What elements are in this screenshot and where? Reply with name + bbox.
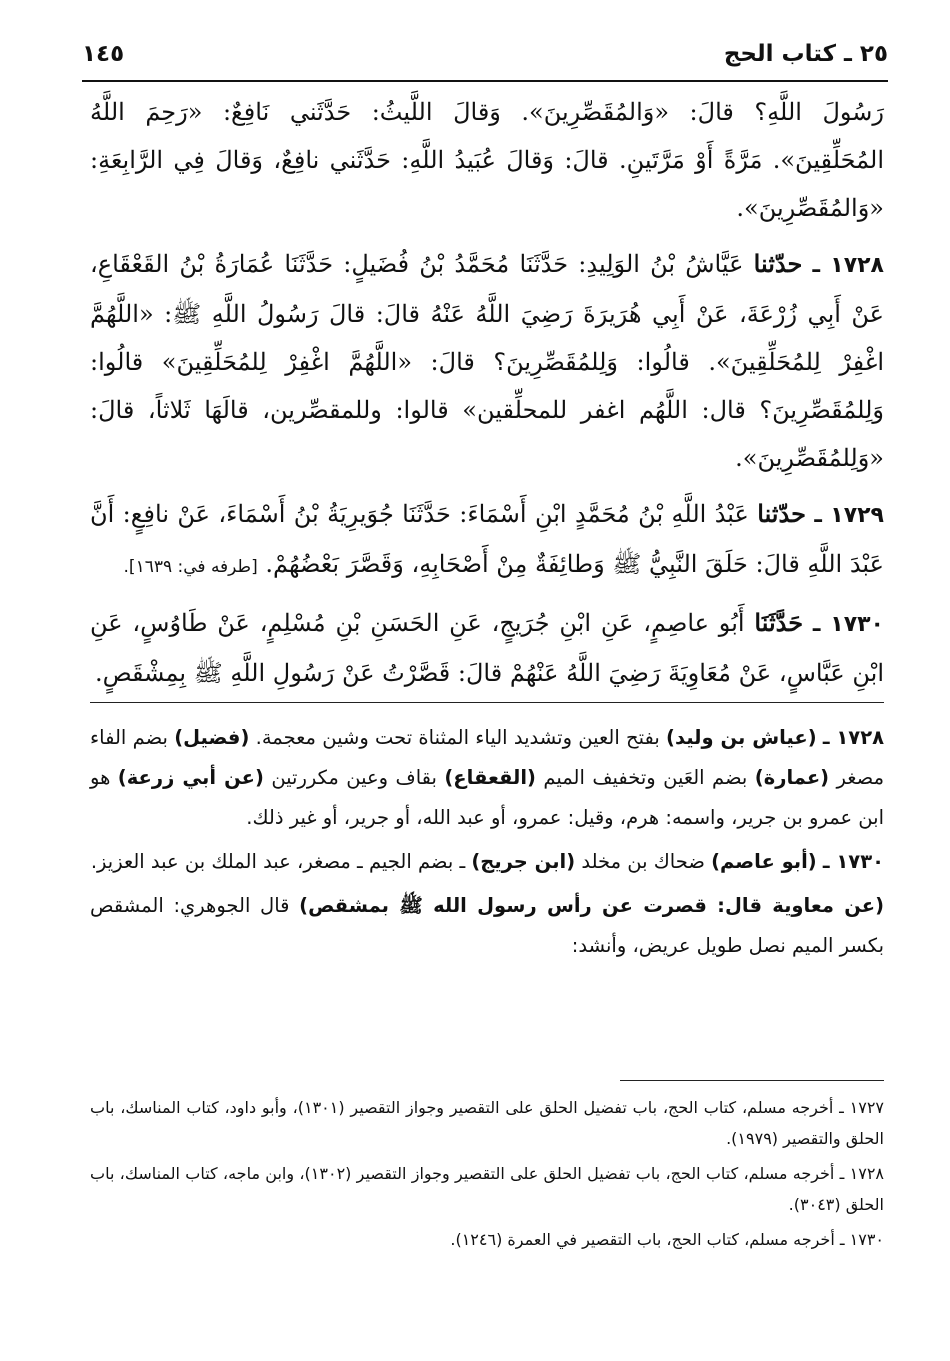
- footnotes-section: [90, 1092, 884, 1259]
- footnote-divider: [620, 1080, 884, 1081]
- commentary-term: (عمارة): [754, 766, 830, 789]
- commentary-text: بضم الفاء مصغر: [90, 726, 885, 789]
- page-header: [82, 30, 888, 78]
- hadith-number: ١٧٣٠ ـ: [812, 612, 884, 637]
- haddathana-word: حدّثنا: [757, 499, 806, 528]
- commentary-term: (القعقاع): [444, 766, 536, 789]
- page-number: ١٤٥: [82, 41, 125, 67]
- commentary-term: (فضيل): [174, 726, 250, 749]
- commentary-term: (ابن جريج): [471, 850, 576, 873]
- commentary-text: هو ابن عمرو بن جرير، واسمه: هرم، وقيل: عمرو، أو عبد الله، أو جرير، أو غير ذلك.: [90, 766, 884, 829]
- haddathana-word: حَدَّثَنَا: [754, 608, 804, 637]
- commentary-term: (أبو عاصم): [711, 850, 817, 873]
- chapter-title: ٢٥ ـ كتاب الحج: [723, 41, 888, 67]
- commentary-section: [90, 718, 884, 970]
- footnote-1730: ١٧٣٠ ـ أخرجه مسلم، كتاب الحج، باب التقصير في العمرة (١٢٤٦).: [450, 1230, 884, 1249]
- hadith-1729: [90, 490, 884, 591]
- continuation-paragraph: [90, 88, 884, 232]
- commentary-divider: [90, 702, 884, 703]
- commentary-term: (عن معاوية قال: قصرت عن رأس رسول الله ﷺ بمشقص): [299, 894, 884, 917]
- haddathana-word: حدّثنا: [753, 249, 803, 278]
- commentary-text: بفتح العين وتشديد الياء المثناة تحت وشين معجمة.: [255, 726, 660, 749]
- continuation-text: رَسُولَ اللَّهِ؟ قالَ: «وَالمُقَصِّرِينَ». وَقالَ اللَّيثُ: حَدَّثَني نَافِعٌ: «رَحِمَ اللَّهُ المُحَلِّقِينَ». مَرَّةً أَوْ مَرَّتَينِ. قالَ: وَقالَ عُبَيدُ اللَّهِ: حَدَّثَني نافِعٌ، وَقالَ فِي الرَّابِعَةِ: «وَالمُقَصِّرِينَ».: [90, 98, 885, 222]
- cross-reference: [طرفه في: ١٦٣٩].: [123, 557, 258, 577]
- hadith-number: ١٧٢٨ ـ: [812, 253, 884, 278]
- commentary-text: بقاف وعين مكررتين: [271, 766, 437, 789]
- commentary-text: ـ بضم الجيم ـ مصغر، عبد الملك بن عبد العزيز.: [90, 850, 466, 873]
- commentary-text: ضحاك بن مخلد: [581, 850, 705, 873]
- commentary-1728: [90, 718, 884, 838]
- hadith-1730: [90, 599, 884, 697]
- commentary-1730: [90, 842, 884, 882]
- commentary-number: ١٧٢٨ ـ: [822, 726, 885, 749]
- hadith-body: عَبْدُ اللَّهِ بْنُ مُحَمَّدٍ ابْنِ أَسْمَاءَ: حَدَّثَنَا جُوَيرِيَةُ بْنُ أَسْمَاءَ، عَنْ نافِعٍ: أَنَّ عَبْدَ اللَّهِ قالَ: حَلَقَ النَّبِيُّ ﷺ وَطائِفَةٌ مِنْ أَصْحَابِهِ، وَقَصَّرَ بَعْضُهُمْ.: [90, 500, 884, 578]
- hadith-number: ١٧٢٩ ـ: [814, 503, 884, 528]
- footnote-1728: ١٧٢٨ ـ أخرجه مسلم، كتاب الحج، باب تفضيل الحلق على التقصير وجواز التقصير (١٣٠٢)، وابن ماجه، كتاب المناسك، باب الحلق (٣٠٤٣).: [90, 1164, 884, 1214]
- hadith-text: [90, 88, 884, 705]
- footnote-1727: ١٧٢٧ ـ أخرجه مسلم، كتاب الحج، باب تفضيل الحلق على التقصير وجواز التقصير (١٣٠١)، وأبو داود، كتاب المناسك، باب الحلق والتقصير (١٩٧٩).: [90, 1098, 884, 1148]
- hadith-1728: [90, 240, 884, 482]
- commentary-text: بضم العَين وتخفيف الميم: [543, 766, 748, 789]
- commentary-term: (عياش بن وليد): [666, 726, 817, 749]
- header-divider: [82, 80, 888, 82]
- commentary-number: ١٧٣٠ ـ: [822, 850, 884, 873]
- hadith-body: عَيَّاشُ بْنُ الوَلِيدِ: حَدَّثَنَا مُحَمَّدُ بْنُ فُضَيلٍ: حَدَّثَنَا عُمَارَةُ بْنُ القَعْقَاعِ، عَنْ أَبِي زُرْعَةَ، عَنْ أَبِي هُرَيرَةَ رَضِيَ اللَّهُ عَنْهُ قالَ: قالَ رَسُولُ اللَّهِ ﷺ: «اللَّهُمَّ اغْفِرْ لِلمُحَلِّقِينَ». قالُوا: وَلِلمُقَصِّرِينَ؟ قالَ: «اللَّهُمَّ اغْفِرْ لِلمُحَلِّقِينَ» قالُوا: وَلِلمُقَصِّرِينَ؟ قال: اللَّهُم اغفر للمحلِّقين» قالوا: وللمقصِّرين، قالَهَا ثَلاثاً، قالَ: «وَلِلمُقَصِّرِينَ».: [90, 250, 884, 472]
- commentary-term: (عن أبي زرعة): [117, 766, 264, 789]
- hadith-body: أَبُو عاصِمٍ، عَنِ ابْنِ جُرَيجٍ، عَنِ الحَسَنِ بْنِ مُسْلِمٍ، عَنْ طَاوُسٍ، عَنِ ابْنِ عَبَّاسٍ، عَنْ مُعَاوِيَةَ رَضِيَ اللَّهُ عَنْهُمْ قالَ: قَصَّرْتُ عَنْ رَسُولِ اللَّهِ ﷺ بِمِشْقَصٍ.: [90, 609, 884, 687]
- commentary-1730-muawiya: [90, 886, 884, 966]
- commentary-text: قال الجوهري: المشقص بكسر الميم نصل طويل عريض، وأنشد:: [90, 894, 884, 957]
